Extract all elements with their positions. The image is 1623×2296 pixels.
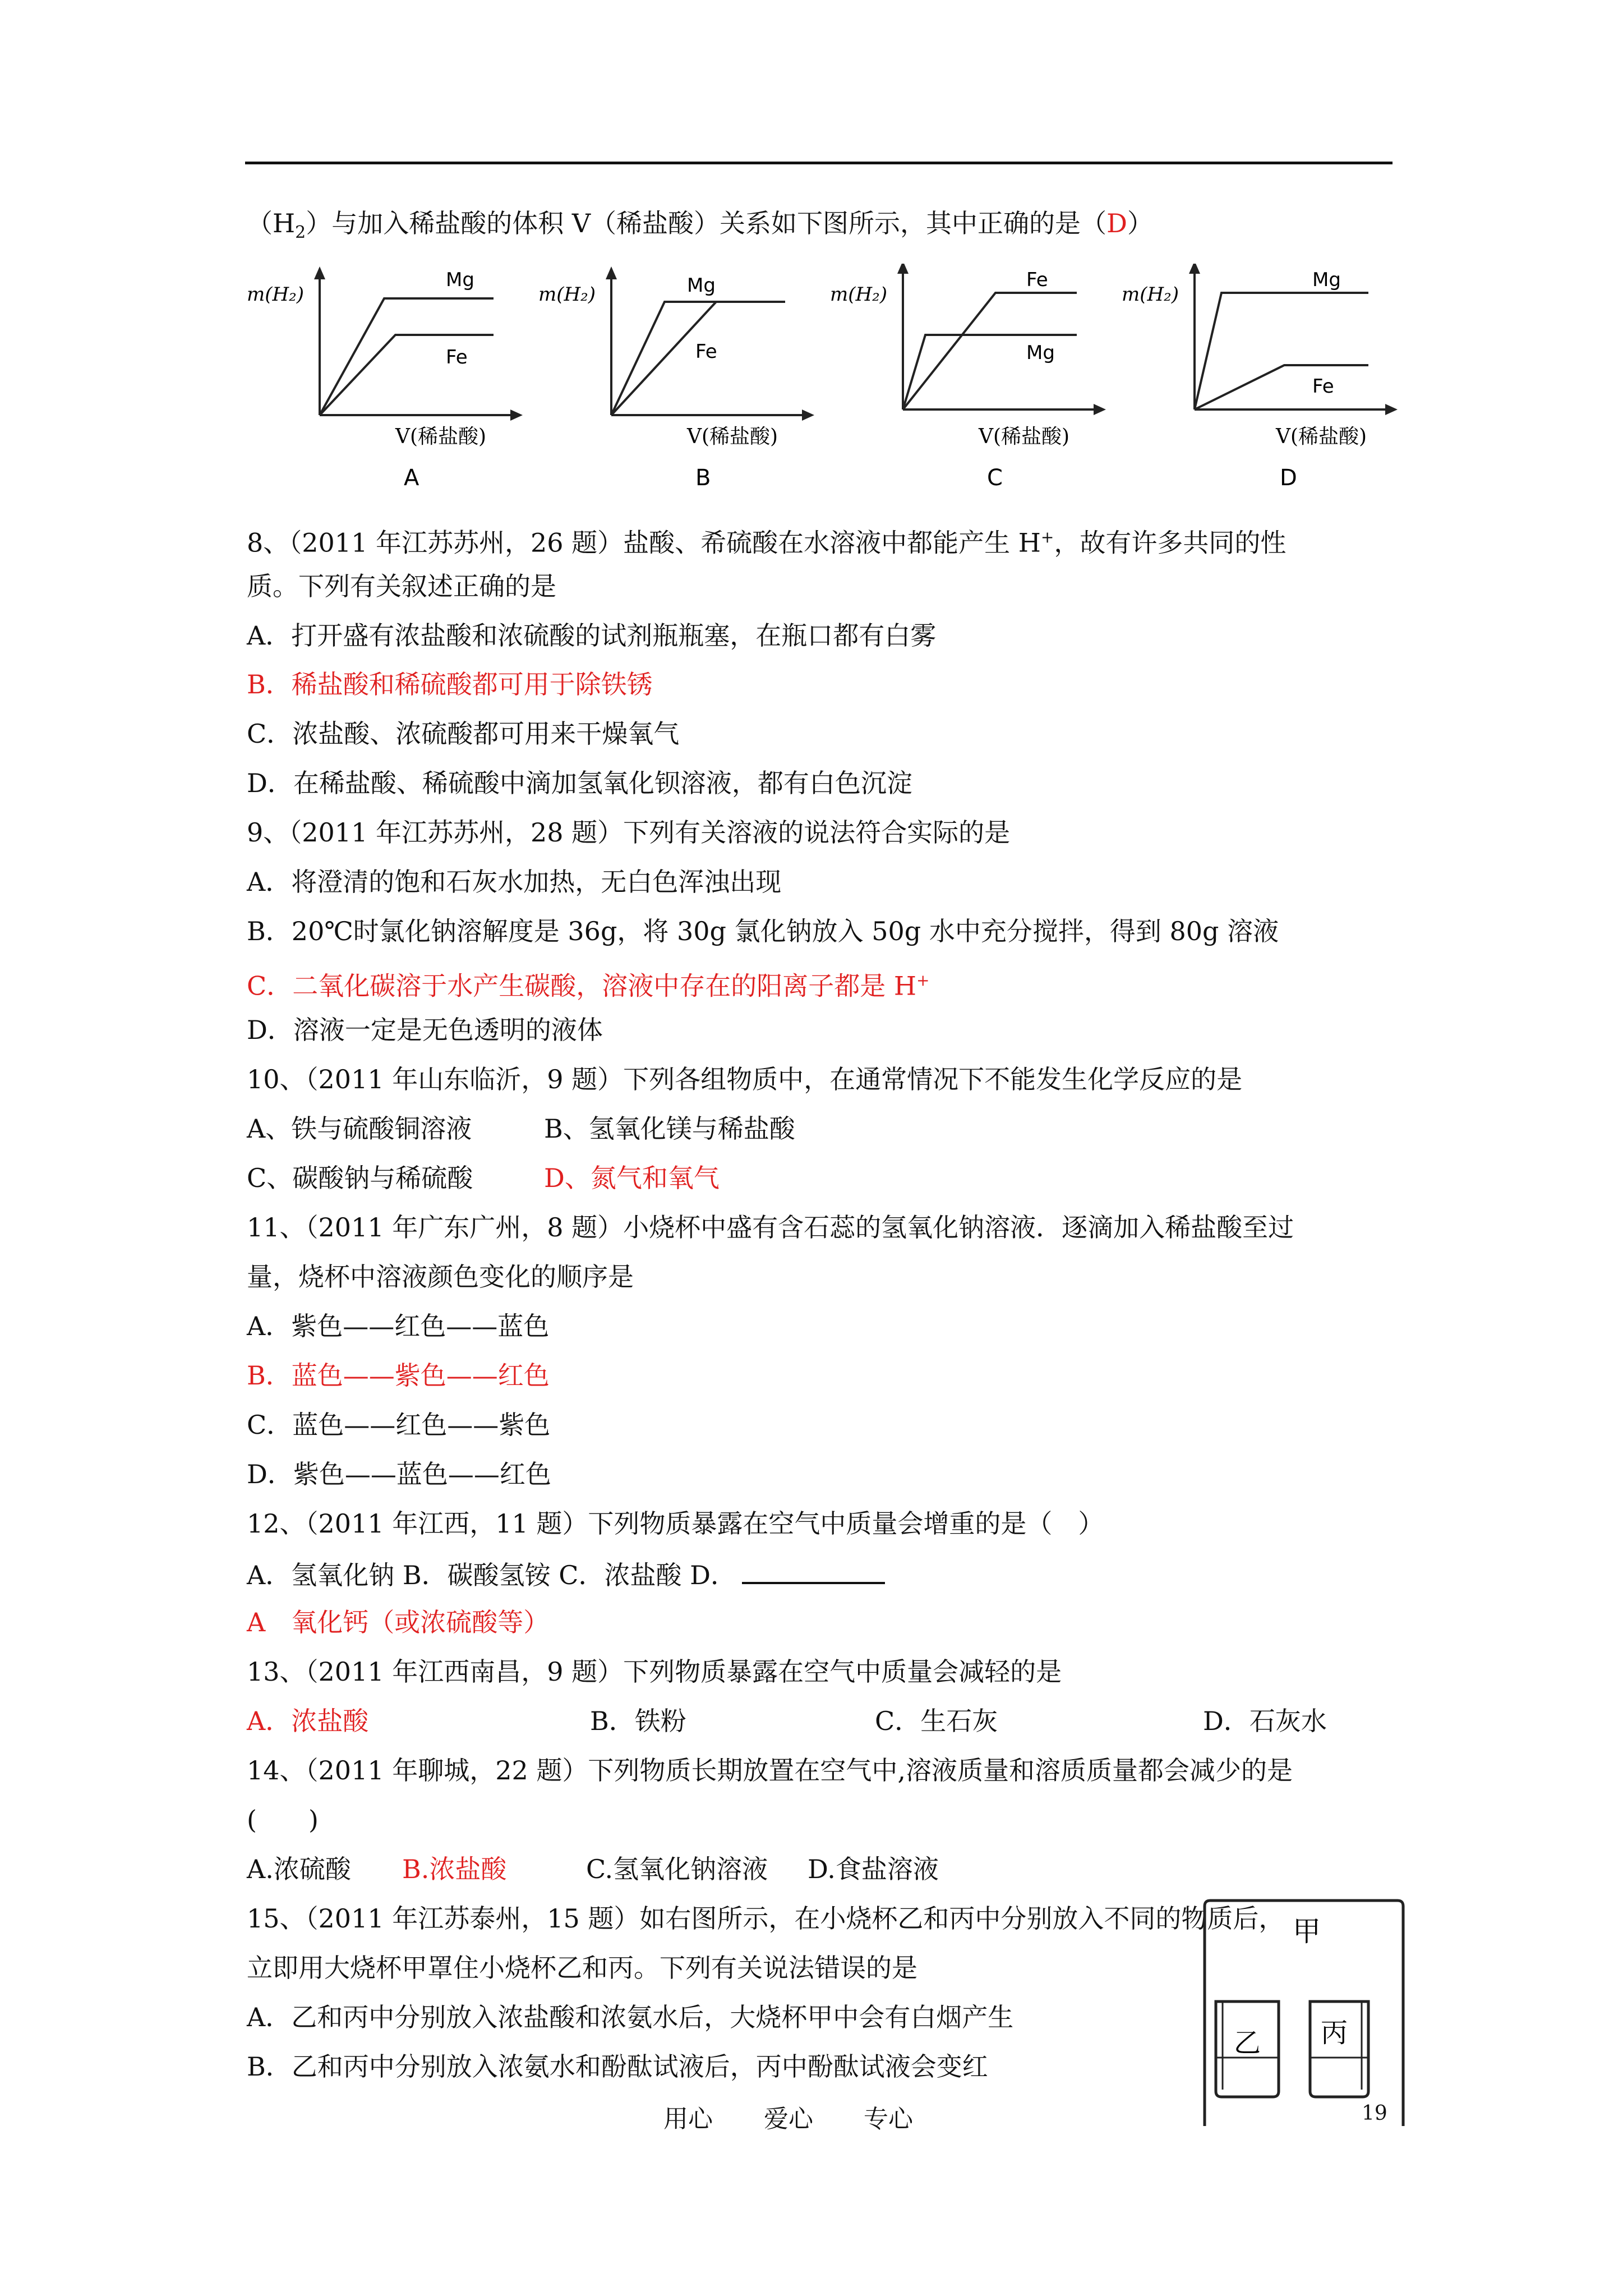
q13-option-a-answer: A．浓盐酸: [247, 1706, 369, 1736]
q11-stem-line2: 量，烧杯中溶液颜色变化的顺序是: [247, 1262, 634, 1292]
beaker-big-label: 甲: [1293, 1915, 1321, 1948]
q9-option-b: B．20℃时氯化钠溶解度是 36g，将 30g 氯化钠放入 50g 水中充分搅拌，得到 80g 溶液: [247, 916, 1279, 946]
graph-c-xlabel: V(稀盐酸): [979, 425, 1070, 448]
graph-c-caption: C: [987, 465, 1003, 491]
graph-b-bottom-label: Fe: [695, 341, 717, 363]
q7-answer: D: [1106, 208, 1127, 238]
q11-option-a: A．紫色——红色——蓝色: [247, 1311, 550, 1341]
graph-a-top-label: Mg: [446, 269, 474, 291]
q14-stem: 14、（2011 年聊城，22 题）下列物质长期放置在空气中,溶液质量和溶质质量都会减少的是: [247, 1755, 1293, 1786]
graph-d-top-label: Mg: [1312, 269, 1341, 291]
q8-option-d: D．在稀盐酸、稀硫酸中滴加氢氧化钡溶液，都有白色沉淀: [247, 768, 912, 798]
q11-option-b-answer: B．蓝色——紫色——红色: [247, 1360, 550, 1391]
graph-a-caption: A: [404, 465, 419, 491]
q11-option-d: D．紫色——蓝色——红色: [247, 1459, 551, 1489]
q13-option-c: C．生石灰: [875, 1706, 998, 1736]
graph-d-bottom-label: Fe: [1312, 375, 1334, 398]
q12-stem: 12、（2011 年江西，11 题）下列物质暴露在空气中质量会增重的是（ ）: [247, 1508, 1104, 1539]
q15-stem-line2: 立即用大烧杯甲罩住小烧杯乙和丙。下列有关说法错误的是: [247, 1953, 917, 1983]
graph-d: [1122, 264, 1398, 491]
q11-option-c: C．蓝色——红色——紫色: [247, 1410, 551, 1440]
header-rule: [245, 162, 1393, 164]
q14-option-a: A.浓硫酸: [247, 1854, 351, 1884]
footer-text-3: 专心: [864, 2105, 913, 2133]
q14-paren: ( ): [247, 1805, 319, 1835]
q8-option-a: A．打开盛有浓盐酸和浓硫酸的试剂瓶瓶塞，在瓶口都有白雾: [247, 620, 937, 651]
graph-c-ylabel: m(H₂): [830, 283, 888, 306]
beaker-figure: [1200, 1896, 1408, 2132]
q15-stem-line1: 15、（2011 年江苏泰州，15 题）如右图所示，在小烧杯乙和丙中分别放入不同的物质后，: [247, 1903, 1285, 1934]
graph-c-bottom-label: Mg: [1026, 342, 1055, 364]
q13-option-b: B．铁粉: [590, 1706, 686, 1736]
q11-stem-line1: 11、（2011 年广东广州，8 题）小烧杯中盛有含石蕊的氢氧化钠溶液．逐滴加入稀盐酸至过: [247, 1212, 1294, 1243]
beaker-left-label: 乙: [1234, 2027, 1261, 2059]
graph-b-caption: B: [695, 465, 711, 491]
q10-option-a: A、铁与硫酸铜溶液: [247, 1114, 472, 1144]
graph-a-bottom-label: Fe: [446, 346, 468, 369]
graph-c-top-label: Fe: [1026, 269, 1048, 291]
q12-options: A．氢氧化钠 B．碳酸氢铵 C．浓盐酸 D．: [247, 1556, 885, 1592]
q14-option-d: D.食盐溶液: [808, 1854, 939, 1884]
q13-option-d: D．石灰水: [1203, 1706, 1327, 1736]
q10-stem: 10、（2011 年山东临沂，9 题）下列各组物质中，在通常情况下不能发生化学反应的是: [247, 1064, 1243, 1094]
q10-option-c: C、碳酸钠与稀硫酸: [247, 1163, 473, 1193]
graph-d-xlabel: V(稀盐酸): [1276, 425, 1367, 448]
q12-blank: [742, 1556, 885, 1584]
q8-option-c: C．浓盐酸、浓硫酸都可用来干燥氧气: [247, 719, 680, 749]
graph-b-top-label: Mg: [687, 274, 716, 297]
q8-stem-line1: 8、（2011 年江苏苏州，26 题）盐酸、希硫酸在水溶液中都能产生 H+，故有许多共同的性: [247, 527, 1287, 558]
q12-answer: A 氧化钙（或浓硫酸等）: [247, 1607, 550, 1637]
q7-intro: $(H_2)$与加入稀盐酸的体积 V（稀盐酸）关系如下图所示，其中正确的是（D）: [247, 208, 1153, 243]
q9-option-a: A．将澄清的饱和石灰水加热，无白色浑浊出现: [247, 867, 782, 897]
graph-b-ylabel: m(H₂): [538, 283, 596, 306]
q14-option-c: C.氢氧化钠溶液: [586, 1854, 768, 1884]
q7-graphs: [236, 264, 1413, 499]
beaker-right-label: 丙: [1321, 2017, 1348, 2049]
q9-option-d: D．溶液一定是无色透明的液体: [247, 1015, 603, 1045]
graph-a-ylabel: m(H₂): [247, 283, 305, 306]
footer-text-1: 用心: [663, 2105, 713, 2133]
q8-stem-line2: 质。下列有关叙述正确的是: [247, 571, 556, 601]
graph-b-xlabel: V(稀盐酸): [687, 425, 778, 448]
q10-option-b: B、氢氧化镁与稀盐酸: [544, 1114, 795, 1144]
graph-b: [538, 266, 814, 491]
q9-option-c-answer: C．二氧化碳溶于水产生碳酸，溶液中存在的阳离子都是 H+: [247, 970, 930, 1001]
q14-option-b-answer: B.浓盐酸: [402, 1854, 507, 1884]
q8-option-b-answer: B．稀盐酸和稀硫酸都可用于除铁锈: [247, 669, 653, 700]
graph-c: [830, 264, 1106, 491]
q9-stem: 9、（2011 年江苏苏州，28 题）下列有关溶液的说法符合实际的是: [247, 817, 1011, 848]
q13-stem: 13、（2011 年江西南昌，9 题）下列物质暴露在空气中质量会减轻的是: [247, 1657, 1062, 1687]
footer-text-2: 爱心: [764, 2105, 813, 2133]
graph-d-ylabel: m(H₂): [1122, 283, 1179, 306]
q15-option-b: B．乙和丙中分别放入浓氨水和酚酞试液后，丙中酚酞试液会变红: [247, 2051, 988, 2082]
q15-option-a: A．乙和丙中分别放入浓盐酸和浓氨水后，大烧杯甲中会有白烟产生: [247, 2002, 1014, 2032]
page-number: 19: [1362, 2102, 1387, 2125]
q10-option-d-answer: D、氮气和氧气: [544, 1163, 720, 1193]
graph-d-caption: D: [1280, 465, 1297, 491]
graph-a-xlabel: V(稀盐酸): [395, 425, 487, 448]
graph-a: [247, 266, 523, 491]
